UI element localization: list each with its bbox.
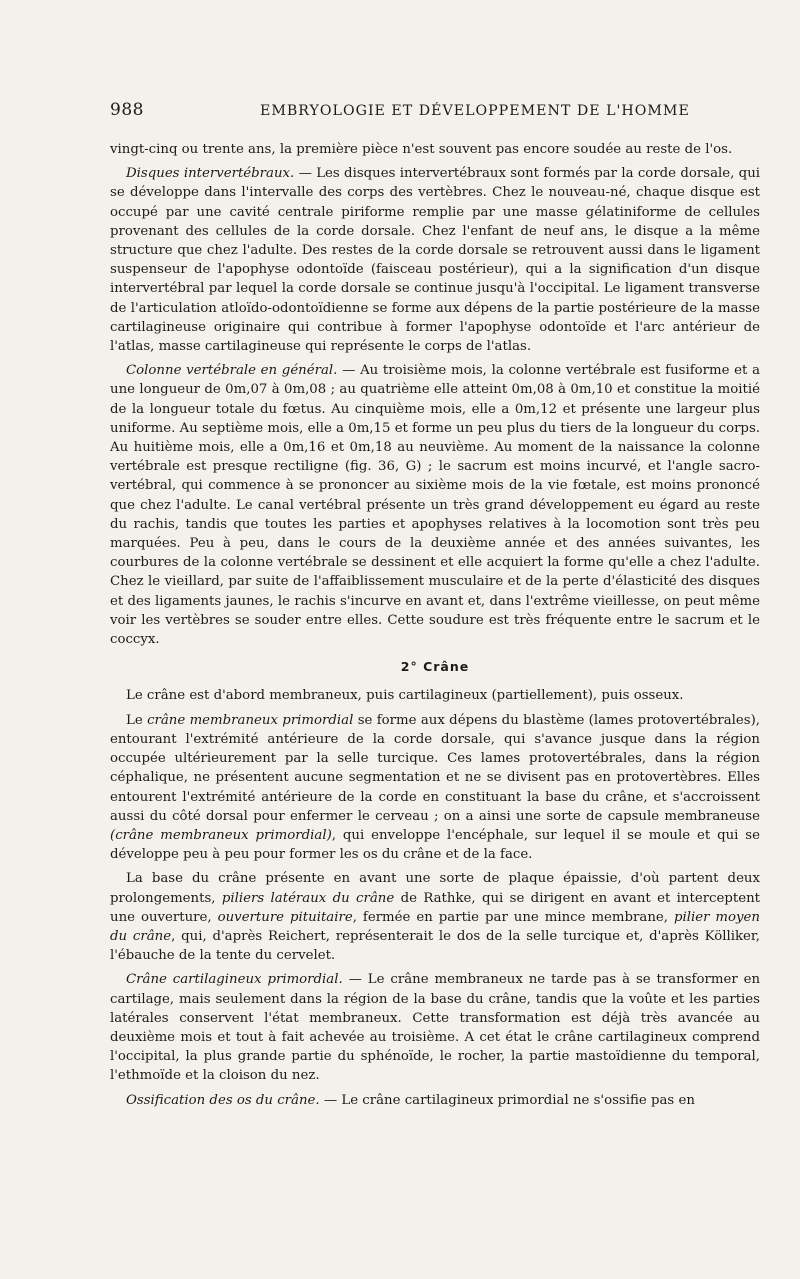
italic-text: Crâne cartilagineux primordial.: [126, 972, 343, 988]
text-run: 2° Crâne: [400, 659, 470, 675]
running-title: EMBRYOLOGIE ET DÉVELOPPEMENT DE L'HOMME: [260, 103, 690, 119]
text-run: se forme aux dépens du blastème (lames protovertébrales), entourant l'extrémité antérieure de la corde dorsale, qui s'avance jusque dans la région occupée ultérieurement par la selle turcique. Ces lames protovertébrales, dans la région céphalique, ne présentent aucune segmentation et ne se divisent pas en protovertèbres. Elles entourent l'extrémité antérieure de la corde en constituant la base du crâne, et s'accroissent aussi du côté dorsal pour enfermer le cerveau ; on a ainsi une sorte de capsule membraneuse: [110, 712, 761, 824]
paragraph: [110, 869, 760, 965]
text-run: de Rathke, qui se dirigent en avant et interceptent une ouverture,: [110, 890, 760, 925]
text-run: , qui enveloppe l'encéphale, sur lequel il se moule et qui se développe peu à peu pour former les os du crâne et de la face.: [110, 827, 760, 863]
italic-text: Colonne vertébrale en général.: [126, 363, 338, 379]
text-run: La base du crâne présente en avant une sorte de plaque épaissie, d'où partent deux prolongements,: [110, 871, 760, 906]
italic-text: ouverture pituitaire: [217, 909, 353, 925]
paragraph: [110, 686, 760, 705]
text-run: — Les disques intervertébraux sont formés par la corde dorsale, qui se développe dans l'intervalle des corps des vertèbres. Chez le nouveau-né, chaque disque est occupé par une cavité centrale piriforme remplie par une masse gélatiniforme de cellules provenant des cellules de la corde dorsale. Chez l'enfant de neuf ans, le disque a la même structure que chez l'adulte. Des restes de la corde dorsale se retrouvent aussi dans le ligament suspenseur de l'apophyse odontoïde (faisceau postérieur), qui a la signification d'un disque intervertébral par lequel la corde dorsale se continue jusqu'à l'occipital. Le ligament transverse de l'articulation atloïdo-odontoïdienne se forme aux dépens de la partie postérieure de la masse cartilagineuse originaire qui contribue à former l'apophyse odontoïde et l'arc antérieur de l'atlas, masse cartilagineuse qui représente le corps de l'atlas.: [110, 166, 761, 355]
paragraph: [110, 1091, 760, 1110]
italic-text: pilier moyen du crâne: [110, 909, 760, 944]
italic-text: Disques intervertébraux.: [126, 166, 295, 182]
italic-text: crâne membraneux primordial: [147, 712, 354, 728]
text-run: Le: [126, 712, 148, 728]
text-run: — Le crâne cartilagineux primordial ne s'ossifie pas en: [319, 1092, 695, 1108]
paragraph: [110, 970, 760, 1085]
text-run: , qui, d'après Reichert, représenterait le dos de la selle turcique et, d'après Kölliker, l'ébauche de la tente du cervelet.: [110, 928, 761, 964]
text-run: , fermée en partie par une mince membrane,: [352, 909, 674, 925]
page-number: 988: [110, 100, 144, 120]
paragraph: [110, 164, 760, 356]
text-run: Le crâne est d'abord membraneux, puis cartilagineux (partiellement), puis osseux.: [126, 688, 684, 704]
text-run: — Le crâne membraneux ne tarde pas à se transformer en cartilage, mais seulement dans la région de la base du crâne, tandis que la voûte et les parties latérales conservent l'état membraneux. Cette transformation est déjà très avancée au deuxième mois et tout à fait achevée au troisième. A cet état le crâne cartilagineux comprend l'occipital, la plus grande partie du sphénoïde, le rocher, la partie mastoïdienne du temporal, l'ethmoïde et la cloison du nez.: [110, 972, 761, 1084]
italic-text: (crâne membraneux primordial): [110, 827, 332, 843]
text-run: vingt-cinq ou trente ans, la première pièce n'est souvent pas encore soudée au reste de l'os.: [110, 142, 733, 157]
text-run: — Au troisième mois, la colonne vertébrale est fusiforme et a une longueur de 0m,07 à 0m,08 ; au quatrième elle atteint 0m,08 à 0m,10 et constitue la moitié de la longueur totale du fœtus. Au cinquième mois, elle a 0m,12 et présente une largeur plus uniforme. Au septième mois, elle a 0m,15 et forme un peu plus du tiers de la longueur du corps. Au huitième mois, elle a 0m,16 et 0m,18 au neuvième. Au moment de la naissance la colonne vertébrale est presque rectiligne (fig. 36, G) ; le sacrum est moins incurvé, et l'angle sacro-vertébral, qui commence à se prononcer au sixième mois de la vie fœtale, est moins prononcé que chez l'adulte. Le canal vertébral présente un très grand développement eu égard au reste du rachis, tandis que toutes les parties et apophyses relatives à la locomotion sont très peu marquées. Peu à peu, dans le cours de la deuxième année et des années suivantes, les courbures de la colonne vertébrale se dessinent et elle acquiert la forme qu'elle a chez l'adulte. Chez le vieillard, par suite de l'affaiblissement musculaire et de la perte d'élasticité des disques et des ligaments jaunes, le rachis s'incurve en avant et, dans l'extrême vieillesse, on peut même voir les vertèbres se souder entre elles. Cette soudure est très fréquente entre le sacrum et le coccyx.: [110, 363, 760, 648]
paragraph: [110, 140, 760, 159]
italic-text: Ossification des os du crâne.: [126, 1092, 320, 1108]
section-heading: [110, 657, 760, 676]
paragraph: [110, 711, 760, 865]
page-header: [110, 100, 760, 120]
body-text: [110, 140, 760, 1110]
italic-text: piliers latéraux du crâne: [221, 890, 395, 906]
paragraph: [110, 361, 760, 649]
